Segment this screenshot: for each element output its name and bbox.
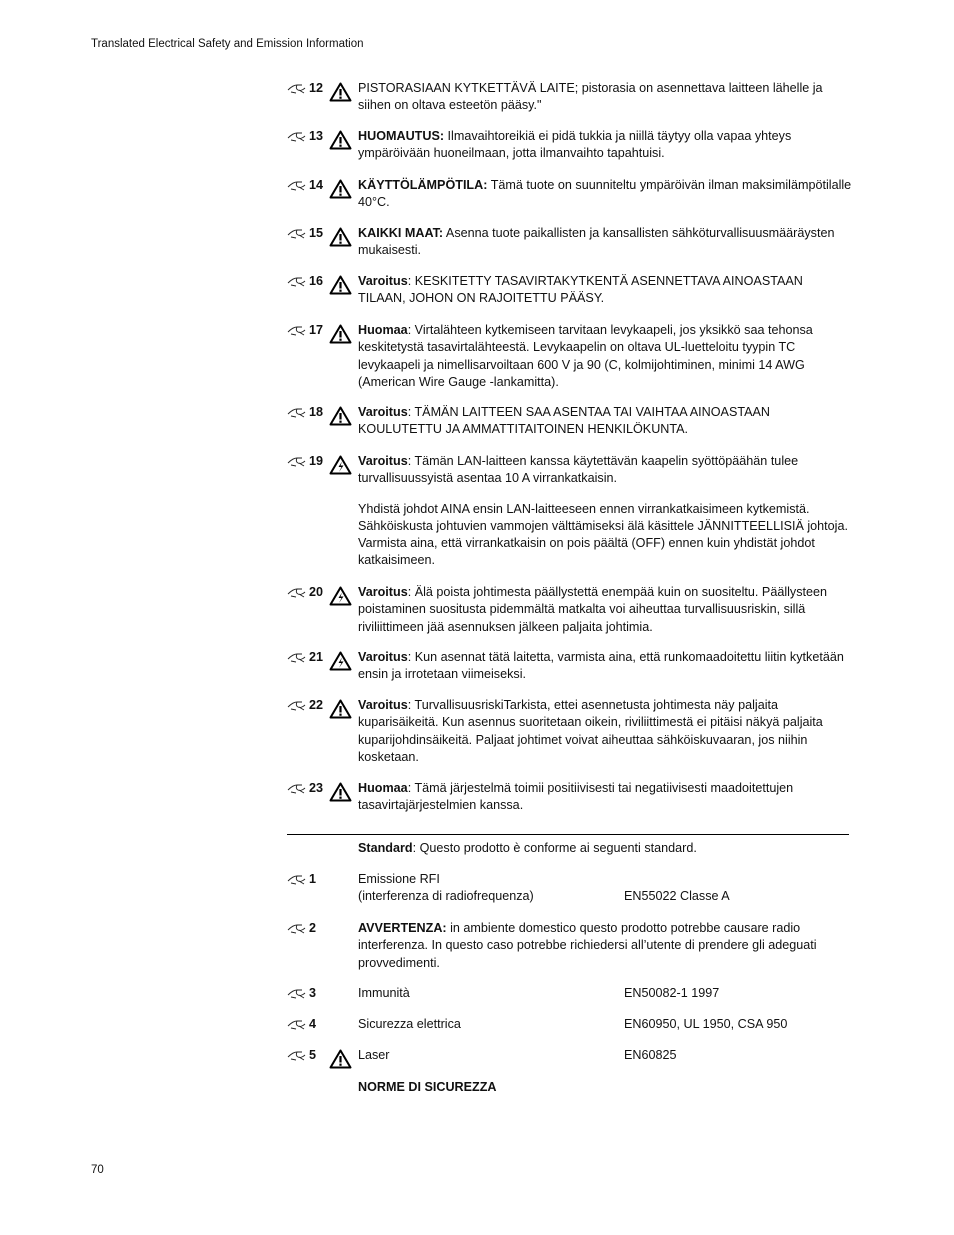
item-label: Varoitus xyxy=(358,650,408,664)
pointing-hand-icon xyxy=(287,454,309,468)
item-number: 21 xyxy=(309,650,324,664)
item-number: 4 xyxy=(309,1017,317,1031)
standard-name: Laser xyxy=(358,1048,390,1062)
pointing-hand-icon xyxy=(287,872,309,886)
pointing-hand-icon xyxy=(287,178,309,192)
electric-shock-warning-icon xyxy=(329,455,352,475)
item-label: Varoitus xyxy=(358,698,408,712)
item-label: Varoitus xyxy=(358,585,408,599)
item-label: Varoitus xyxy=(358,405,408,419)
item-label: AVVERTENZA: xyxy=(358,921,447,935)
standard-name: Sicurezza elettrica xyxy=(358,1017,461,1031)
item-number: 15 xyxy=(309,226,324,240)
item-text: : Älä poista johtimesta päällystettä enempää kuin on suositeltu. Päällysteen poistaminen suositusta pidemmältä matkalta voi aiheuttaa turvallisuusriskin, sillä riviliittimeen jää asennuksen jälkeen paljaita johtimia. xyxy=(358,585,828,634)
item-number: 17 xyxy=(309,323,324,337)
item-text: : TurvallisuusriskiTarkista, ettei asennetusta johtimesta näy paljaita kuparisäikeitä. Kun asennus suoritetaan oikein, riviliittimestä ei pitäisi näkyä paljaita kuparijohdinsäikeitä. Paljaat johtimet voivat aiheuttaa sähköiskuvaaran, jos niihin kosketaan. xyxy=(358,698,823,764)
page-number: 70 xyxy=(91,1164,104,1176)
pointing-hand-icon xyxy=(287,405,309,419)
standard-value: EN50082-1 1997 xyxy=(624,986,720,1000)
safety-item-18 xyxy=(287,404,852,439)
item-number: 20 xyxy=(309,585,324,599)
item-label: Varoitus xyxy=(358,454,408,468)
item-number: 16 xyxy=(309,274,324,288)
item-number: 5 xyxy=(309,1048,317,1062)
item-text: : Virtalähteen kytkemiseen tarvitaan levykaapeli, jos yksikkö saa tehonsa keskitetystä tasavirtalähteestä. Levykaapelin on oltava UL-luetteloitu tyypin TC levykaapeli ja nimellisarvoiltaan 600 V ja 90 (C, kolmijohtiminen, minimi 14 AWG (American Wire Gauge -lankamitta). xyxy=(358,323,813,389)
item-number: 13 xyxy=(309,129,324,143)
item-number: 22 xyxy=(309,698,324,712)
item-label: Huomaa xyxy=(358,323,408,337)
safety-item-23 xyxy=(287,780,852,815)
section-divider xyxy=(287,834,849,835)
pointing-hand-icon xyxy=(287,781,309,795)
item-number: 1 xyxy=(309,872,317,886)
item-text: Ilmavaihtoreikiä ei pidä tukkia ja niillä täytyy olla vapaa yhteys ympäröivään huoneilmaan, jotta ilmanvaihto tapahtuisi. xyxy=(358,129,792,161)
item-label: HUOMAUTUS: xyxy=(358,129,445,143)
standard-name-detail: (interferenza di radiofrequenza) xyxy=(358,889,534,904)
safety-item-13 xyxy=(287,128,852,163)
item-number: 18 xyxy=(309,405,324,419)
pointing-hand-icon xyxy=(287,650,309,664)
standard-item-2 xyxy=(287,920,852,972)
item-text: : Tämä järjestelmä toimii positiivisesti tai negatiivisesti maadoitettujen tasavirtajärjestelmien kanssa. xyxy=(358,781,794,813)
safety-item-17 xyxy=(287,322,852,391)
pointing-hand-icon xyxy=(287,698,309,712)
item-label: KÄYTTÖLÄMPÖTILA: xyxy=(358,178,488,192)
warning-icon xyxy=(329,179,352,199)
item-extra-text: Yhdistä johdot AINA ensin LAN-laitteeseen ennen virrankatkaisimeen kytkemistä. Sähköiskusta johtuvien vammojen välttämiseksi älä käsittele JÄNNITTEELLISIÄ johtoja. Varmista aina, että virrankatkaisin on pois päältä (OFF) ennen kuin yhdistät johdot katkaisimeen. xyxy=(358,501,848,568)
warning-icon xyxy=(329,227,352,247)
safety-item-21 xyxy=(287,649,852,684)
pointing-hand-icon xyxy=(287,129,309,143)
electric-shock-warning-icon xyxy=(329,651,352,671)
standard-value: EN60950, UL 1950, CSA 950 xyxy=(624,1017,788,1031)
standard-item-4 xyxy=(287,1016,852,1033)
item-number: 2 xyxy=(309,921,317,935)
pointing-hand-icon xyxy=(287,274,309,288)
item-number: 3 xyxy=(309,986,317,1000)
pointing-hand-icon xyxy=(287,81,309,95)
pointing-hand-icon xyxy=(287,585,309,599)
warning-icon xyxy=(329,699,352,719)
item-label: KAIKKI MAAT: xyxy=(358,226,444,240)
standard-value: EN55022 Classe A xyxy=(624,889,730,903)
standard-label: Standard xyxy=(358,841,413,855)
pointing-hand-icon xyxy=(287,921,309,935)
warning-icon xyxy=(329,130,352,150)
standard-intro xyxy=(287,840,852,857)
item-text: : TÄMÄN LAITTEEN SAA ASENTAA TAI VAIHTAA AINOASTAAN KOULUTETTU JA AMMATTITAITOINEN HENKILÖKUNTA. xyxy=(358,405,770,437)
pointing-hand-icon xyxy=(287,986,309,1000)
safety-item-20 xyxy=(287,584,852,636)
warning-icon xyxy=(329,82,352,102)
item-number: 14 xyxy=(309,178,324,192)
item-text: PISTORASIAAN KYTKETTÄVÄ LAITE; pistorasia on asennettava laitteen lähelle ja siihen on oltava esteetön pääsy." xyxy=(358,81,823,113)
safety-item-19 xyxy=(287,453,852,570)
section-title: NORME DI SICUREZZA xyxy=(358,1080,497,1094)
standard-item-3 xyxy=(287,985,852,1002)
safety-item-16 xyxy=(287,273,852,308)
safety-item-14 xyxy=(287,177,852,212)
item-number: 23 xyxy=(309,781,324,795)
item-text: Asenna tuote paikallisten ja kansallisten sähköturvallisuusmääräysten mukaisesti. xyxy=(358,226,835,258)
page-header: Translated Electrical Safety and Emission Information xyxy=(91,38,364,50)
pointing-hand-icon xyxy=(287,1017,309,1031)
item-text: in ambiente domestico questo prodotto potrebbe causare radio interferenza. In questo caso potrebbe richiedersi all’utente di prendere gli adeguati provvedimenti. xyxy=(358,921,817,970)
warning-icon xyxy=(329,275,352,295)
safety-item-15 xyxy=(287,225,852,260)
item-text: : KESKITETTY TASAVIRTAKYTKENTÄ ASENNETTAVA AINOASTAAN TILAAN, JOHON ON RAJOITETTU PÄÄSY. xyxy=(358,274,803,306)
standard-name: Emissione RFI xyxy=(358,872,440,886)
warning-icon xyxy=(329,782,352,802)
item-text: : Tämän LAN-laitteen kanssa käytettävän kaapelin syöttöpäähän tulee turvallisuussyistä asentaa 10 A virrankatkaisin. xyxy=(358,454,799,486)
pointing-hand-icon xyxy=(287,323,309,337)
standard-value: EN60825 xyxy=(624,1048,677,1062)
standard-item-5 xyxy=(287,1047,852,1064)
warning-icon xyxy=(329,324,352,344)
warning-icon xyxy=(329,406,352,426)
pointing-hand-icon xyxy=(287,226,309,240)
pointing-hand-icon xyxy=(287,1048,309,1062)
electric-shock-warning-icon xyxy=(329,586,352,606)
item-label: Huomaa xyxy=(358,781,408,795)
item-number: 12 xyxy=(309,81,324,95)
standard-item-1 xyxy=(287,871,852,906)
item-label: Varoitus xyxy=(358,274,408,288)
standard-name: Immunità xyxy=(358,986,410,1000)
item-text: : Kun asennat tätä laitetta, varmista aina, että runkomaadoitettu liitin kytketään ensin ja irrotetaan viimeiseksi. xyxy=(358,650,844,682)
item-text: Tämä tuote on suunniteltu ympäröivän ilman maksimilämpötilalle 40°C. xyxy=(358,178,852,210)
safety-item-22 xyxy=(287,697,852,766)
item-number: 19 xyxy=(309,454,324,468)
standard-text: : Questo prodotto è conforme ai seguenti standard. xyxy=(412,841,697,855)
warning-icon xyxy=(329,1049,352,1069)
safety-item-12 xyxy=(287,80,852,115)
